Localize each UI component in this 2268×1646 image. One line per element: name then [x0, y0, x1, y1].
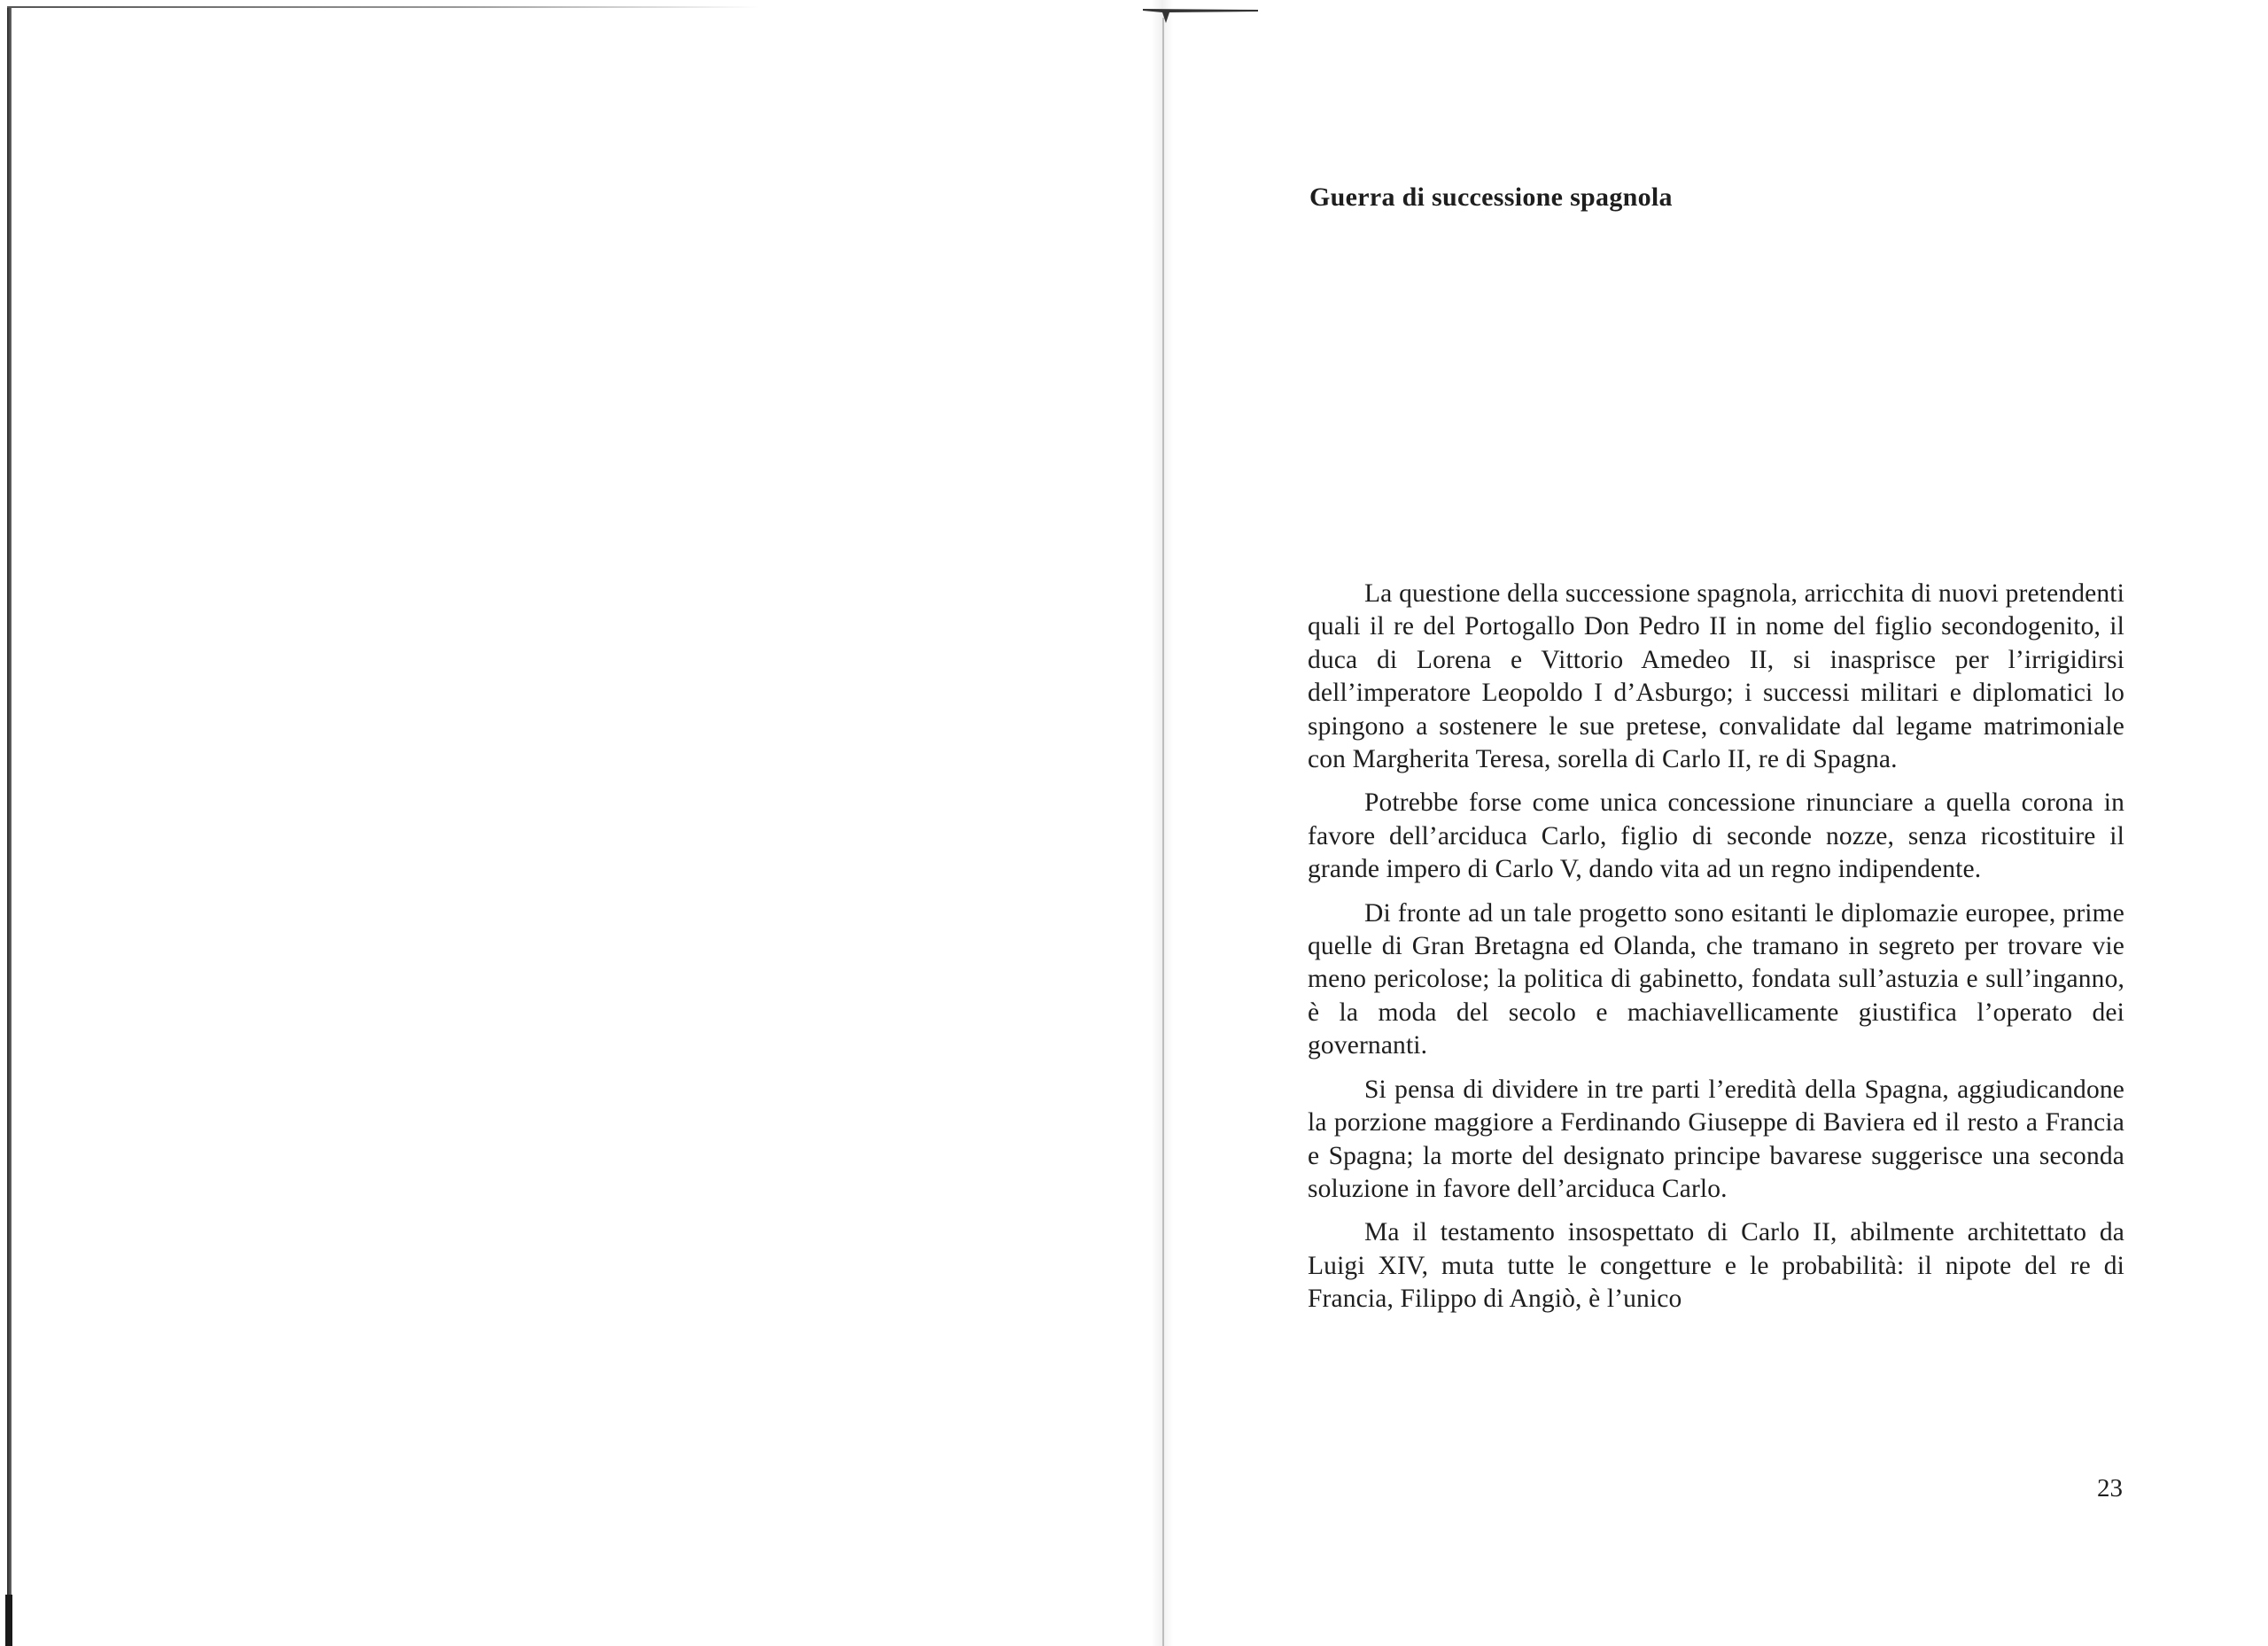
paragraph: Si pensa di dividere in tre parti l’eredità della Spagna, aggiudicandone la porzione maggiore a Ferdinando Giuseppe di Baviera ed il resto a Francia e Spagna; la morte del designato principe bavarese suggerisce una seconda soluzione in favore dell’arciduca Carlo. — [1308, 1075, 2124, 1203]
paragraph: Potrebbe forse come unica concessione rinunciare a quella corona in favore dell’arciduca Carlo, figlio di seconde nozze, senza ricostituire il grande impero di Carlo V, dando vita ad un regno indipendente. — [1308, 788, 2124, 884]
body-text — [1308, 578, 2124, 1327]
paragraph: Ma il testamento insospettato di Carlo II, abilmente architettato da Luigi XIV, muta tutte le congetture e le probabilità: il nipote del re di Francia, Filippo di Angiò, è l’unico — [1308, 1218, 2124, 1314]
chapter-title: Guerra di successione spagnola — [1309, 182, 1673, 212]
left-page-top-edge — [7, 6, 760, 8]
paragraph: La questione della successione spagnola, arricchita di nuovi pretendenti quali il re del Portogallo Don Pedro II in nome del figlio secondogenito, il duca di Lorena e Vittorio Amedeo II, si inasprisce per l’irrigidirsi dell’imperatore Leopoldo I d’Asburgo; i successi militari e diplomatici lo spingono a sostenere le sue pretese, convalidate dal legame matrimoniale con Margherita Teresa, sorella di Carlo II, re di Spagna. — [1308, 579, 2124, 774]
right-page — [1173, 0, 2268, 1646]
left-page-bottom-edge-mark — [5, 1595, 12, 1646]
left-page-edge-shadow — [7, 7, 12, 1646]
page-number: 23 — [2097, 1474, 2123, 1502]
paragraph: Di fronte ad un tale progetto sono esitanti le diplomazie europee, prime quelle di Gran Bretagna ed Olanda, che tramano in segreto per trovare vie meno pericolose; la politica di gabinetto, fondata sull’astuzia e sull’inganno, è la moda del secolo e machiavellicamente giustifica l’operato dei governanti. — [1308, 898, 2124, 1060]
gutter-fold-line — [1162, 18, 1164, 1646]
